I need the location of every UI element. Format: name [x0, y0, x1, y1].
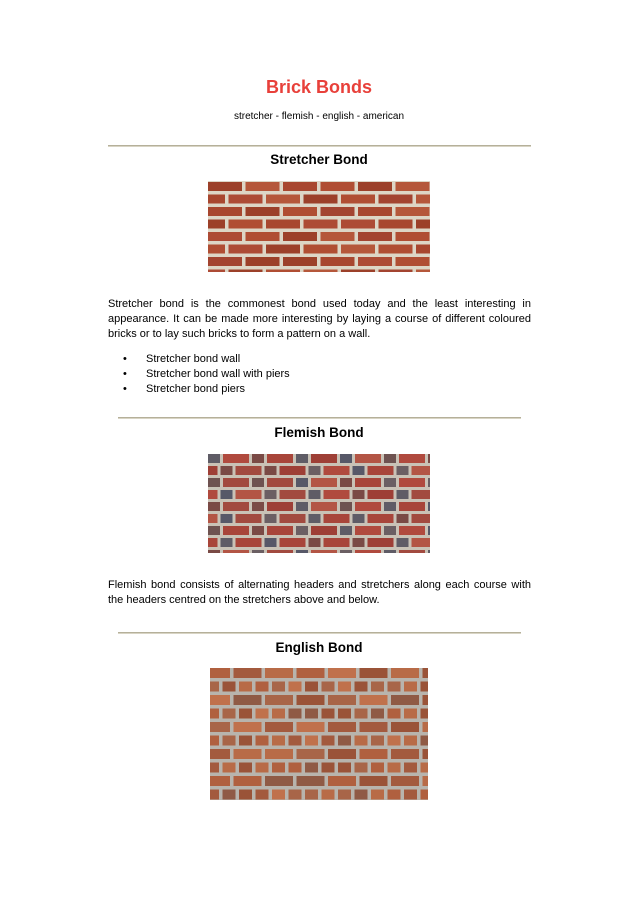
divider — [108, 145, 531, 147]
stretcher-bond-heading: Stretcher Bond — [270, 152, 368, 167]
stretcher-bond-link-list — [108, 352, 531, 397]
page-title: Brick Bonds — [265, 77, 373, 97]
english-bond-image — [210, 668, 428, 800]
page-subtitle: stretcher - flemish - english - american — [233, 111, 405, 122]
flemish-bond-image — [208, 454, 430, 553]
bullet-icon: • — [123, 368, 127, 380]
stretcher-bond-image — [208, 181, 430, 272]
stretcher-bond-piers-link[interactable]: Stretcher bond piers — [146, 383, 246, 395]
divider — [118, 417, 521, 419]
bullet-icon: • — [123, 383, 127, 395]
english-bond-heading: English Bond — [275, 640, 363, 655]
list-item[interactable] — [108, 367, 531, 382]
list-item[interactable] — [108, 352, 531, 367]
flemish-bond-description: Flemish bond consists of alternating headers and stretchers along each course with the headers centred on the stretchers above and below. — [108, 579, 531, 606]
stretcher-bond-wall-with-piers-link[interactable]: Stretcher bond wall with piers — [146, 368, 290, 380]
list-item[interactable] — [108, 382, 531, 397]
divider — [118, 632, 521, 634]
stretcher-bond-description: Stretcher bond is the commonest bond used today and the least interesting in appearance. It can be made more interesting by laying a course of different coloured bricks or to lay such bricks to form a pattern on a wall. — [108, 298, 531, 340]
flemish-bond-heading: Flemish Bond — [274, 425, 364, 440]
stretcher-bond-wall-link[interactable]: Stretcher bond wall — [146, 353, 241, 365]
bullet-icon: • — [123, 353, 127, 365]
